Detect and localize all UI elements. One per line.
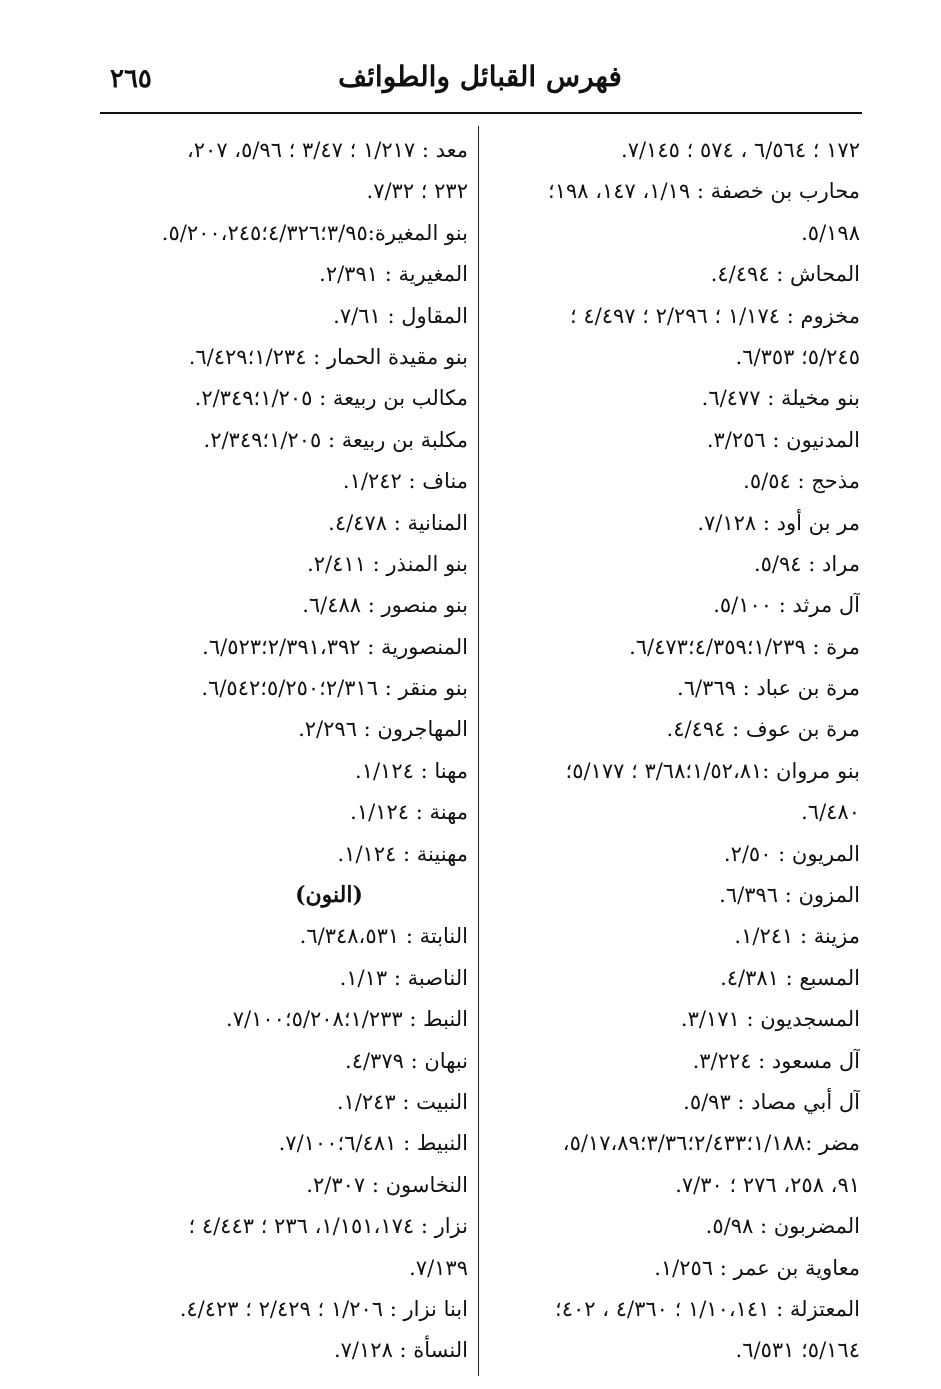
index-line: المغيرية : ٢/٣٩١. — [319, 262, 468, 287]
index-line: مرة بن عوف : ٤/٤٩٤. — [666, 717, 860, 742]
index-line: ٢٣٢ ؛ ٧/٣٢. — [366, 179, 468, 204]
index-line: آل أبي مصاد : ٥/٩٣. — [683, 1089, 860, 1114]
index-line: معد : ١/٢١٧ ؛ ٣/٤٧ ؛ ٥/٩٦، ٢٠٧، — [186, 138, 468, 162]
index-line: نزار : ١/١٥١،١٧٤، ٢٣٦ ؛ ٤/٤٤٣ ؛ — [188, 1214, 468, 1239]
index-line: المحاش : ٤/٤٩٤. — [710, 262, 860, 287]
index-line: ٥/١٦٤؛ ٦/٥٣١. — [735, 1338, 860, 1363]
index-line: بنو المغيرة:٣/٩٥؛٤/٣٢٦؛٥/٢٠٠،٢٤٥. — [161, 220, 468, 245]
page-title: فهرس القبائل والطوائف — [338, 60, 622, 93]
index-line: المنانية : ٤/٤٧٨. — [328, 510, 468, 535]
index-line: مضر :١/١٨٨؛٢/٤٣٣؛٣/٣٦؛٥/١٧،٨٩، — [562, 1131, 860, 1156]
header-rule — [100, 112, 862, 114]
index-line: المهاجرون : ٢/٢٩٦. — [298, 717, 468, 742]
index-line: مكالب بن ربيعة : ١/٢٠٥؛٢/٣٤٩. — [194, 386, 468, 411]
index-line: النخاسون : ٢/٣٠٧. — [306, 1172, 468, 1197]
index-line: ٥/٢٤٥؛ ٦/٣٥٣. — [735, 344, 860, 369]
page-header — [100, 58, 860, 108]
index-line: بنو مخيلة : ٦/٤٧٧. — [701, 386, 860, 411]
index-line: مر بن أود : ٧/١٢٨. — [697, 510, 860, 535]
index-line: ابنا نزار : ١/٢٠٦ ؛ ٢/٤٢٩ ؛ ٤/٤٢٣. — [179, 1296, 468, 1321]
index-line: ٩١، ٢٥٨، ٢٧٦ ؛ ٧/٣٠. — [675, 1172, 860, 1197]
section-heading: (النون) — [295, 882, 363, 909]
column-divider — [478, 126, 479, 1376]
index-line: آل مسعود : ٣/٢٢٤. — [692, 1048, 860, 1073]
right-column — [480, 130, 860, 1372]
index-line: المدنيون : ٣/٢٥٦. — [706, 427, 860, 452]
left-column — [100, 130, 468, 1372]
index-line: بنو منقر : ٢/٣١٦؛٥/٢٥٠؛٦/٥٤٢. — [201, 676, 468, 701]
index-line: النبيت : ١/٢٤٣. — [336, 1089, 468, 1114]
index-line: ٥/١٩٨. — [801, 220, 860, 245]
index-line: المسجديون : ٣/١٧١. — [680, 1007, 860, 1032]
index-line: مكلبة بن ربيعة : ١/٢٠٥؛٢/٣٤٩. — [203, 427, 468, 452]
index-line: النبيط : ٦/٤٨١؛٧/١٠٠. — [278, 1131, 468, 1156]
index-line: المزون : ٦/٣٩٦. — [719, 883, 860, 908]
index-line: النسأة : ٧/١٢٨. — [333, 1338, 468, 1363]
index-line: ٦/٤٨٠. — [801, 800, 860, 825]
index-line: مراد : ٥/٩٤. — [753, 551, 860, 576]
index-line: بنو مروان :١/٥٢،٨١؛٣/٦٨ ؛ ٥/١٧٧؛ — [565, 758, 860, 783]
index-line: ١٧٢ ؛ ٦/٥٦٤ ، ٥٧٤ ؛ ٧/١٤٥. — [621, 138, 860, 162]
index-line: مهنا : ١/١٢٤. — [355, 758, 468, 783]
index-line: مخزوم : ١/١٧٤ ؛ ٢/٢٩٦ ؛ ٤/٤٩٧ ؛ — [570, 303, 860, 328]
index-line: المقاول : ٧/٦١. — [333, 303, 468, 328]
index-line: المريون : ٢/٥٠. — [723, 841, 860, 866]
index-line: بنو المنذر : ٢/٤١١. — [307, 551, 468, 576]
index-line: آل مرثد : ٥/١٠٠. — [713, 593, 860, 618]
index-line: مرة بن عباد : ٦/٣٦٩. — [677, 676, 860, 701]
index-line: بنو منصور : ٦/٤٨٨. — [302, 593, 468, 618]
index-line: المضربون : ٥/٩٨. — [705, 1214, 860, 1239]
index-line: مذحج : ٥/٥٤. — [743, 469, 860, 494]
index-line: محارب بن خصفة : ١/١٩، ١٤٧، ١٩٨؛ — [548, 179, 860, 204]
index-line: النابتة : ٦/٣٤٨،٥٣١. — [299, 924, 468, 949]
index-line: الناصبة : ١/١٣. — [339, 965, 468, 990]
index-line: ٧/١٣٩. — [409, 1255, 468, 1280]
index-line: مناف : ١/٢٤٢. — [342, 469, 468, 494]
index-line: نبهان : ٤/٣٧٩. — [345, 1048, 468, 1073]
index-line: مرة : ١/٢٣٩؛٤/٣٥٩؛٦/٤٧٣. — [629, 634, 860, 659]
index-line: المعتزلة : ١/١٠،١٤١ ؛ ٤/٣٦٠ ، ٤٠٢؛ — [555, 1296, 860, 1321]
index-line: معاوية بن عمر : ١/٢٥٦. — [654, 1255, 860, 1280]
index-line: المنصورية : ٢/٣٩١،٣٩٢؛٦/٥٢٣. — [202, 634, 468, 659]
index-line: بنو مقيدة الحمار : ١/٢٣٤؛٦/٤٢٩. — [188, 344, 468, 369]
index-line: النبط : ١/٢٣٣؛٥/٢٠٨؛٧/١٠٠. — [226, 1007, 468, 1032]
index-line: المسبع : ٤/٣٨١. — [720, 965, 860, 990]
page-number: ٢٦٥ — [110, 64, 152, 94]
index-line: مزينة : ١/٢٤١. — [734, 924, 860, 949]
index-line: مهنة : ١/١٢٤. — [350, 800, 468, 825]
index-line: مهنينة : ١/١٢٤. — [337, 841, 468, 866]
